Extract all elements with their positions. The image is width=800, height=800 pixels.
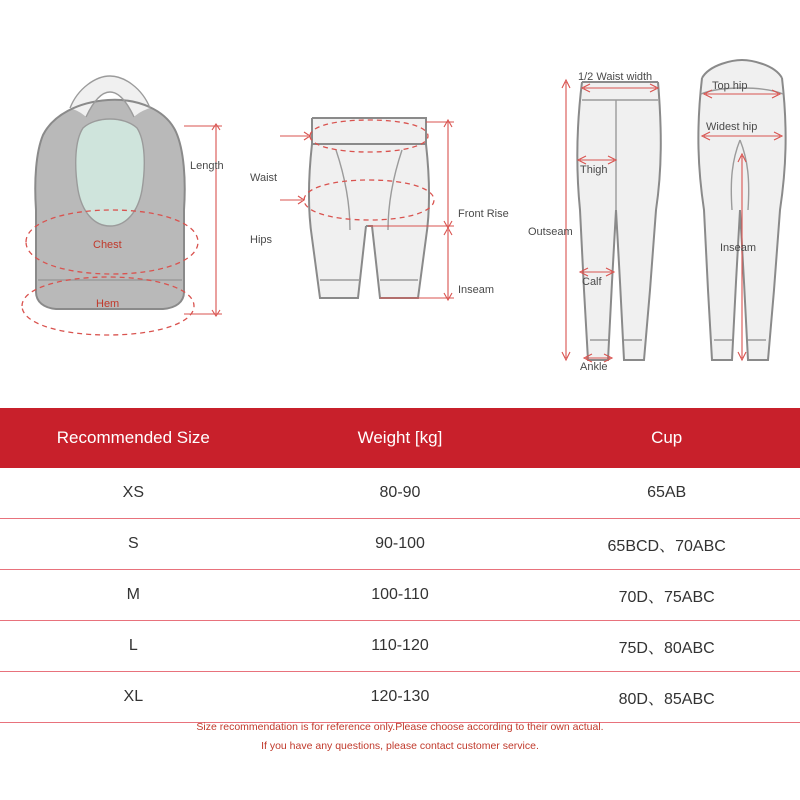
footnote-contact: If you have any questions, please contact customer service. (261, 740, 539, 752)
size-table (0, 408, 800, 723)
leggings-illustration (520, 20, 800, 390)
leggings-ankle-label: Ankle (580, 361, 608, 373)
footnote-disclaimer: Size recommendation is for reference only.Please choose according to their own actual. (196, 721, 604, 733)
cell-cup: 65AB (533, 468, 800, 519)
table-row (0, 621, 800, 672)
shorts-front-rise-label: Front Rise (458, 208, 509, 220)
leggings-calf-label: Calf (582, 276, 602, 288)
cell-cup: 80D、85ABC (533, 672, 800, 723)
cell-cup: 70D、75ABC (533, 570, 800, 621)
cell-weight: 100-110 (267, 570, 534, 621)
column-header-size: Recommended Size (0, 408, 267, 468)
table-row (0, 570, 800, 621)
leggings-widest-hip-label: Widest hip (706, 121, 758, 133)
shorts-illustration (250, 30, 500, 360)
leggings-inseam-label: Inseam (720, 242, 757, 254)
shorts-hips-label: Hips (250, 234, 273, 246)
column-header-weight: Weight [kg] (267, 408, 534, 468)
cell-size: S (0, 519, 267, 570)
cell-weight: 120-130 (267, 672, 534, 723)
leggings-thigh-label: Thigh (580, 164, 608, 176)
bra-chest-label: Chest (93, 239, 122, 251)
cell-size: M (0, 570, 267, 621)
size-table-body (0, 468, 800, 723)
shorts-measurement-diagram (250, 30, 509, 360)
table-row (0, 468, 800, 519)
cell-weight: 110-120 (267, 621, 534, 672)
cell-size: XL (0, 672, 267, 723)
leggings-measurement-diagram (520, 20, 800, 390)
size-table-header (0, 408, 800, 468)
leggings-half-waist-width-label: 1/2 Waist width (578, 71, 653, 83)
sports-bra-measurement-diagram (8, 30, 238, 360)
bra-illustration (8, 30, 238, 360)
shorts-inseam-label: Inseam (458, 284, 495, 296)
shorts-waist-label: Waist (250, 172, 278, 184)
bra-hem-label: Hem (96, 298, 120, 310)
cell-cup: 65BCD、70ABC (533, 519, 800, 570)
table-header-row (0, 408, 800, 468)
footnotes (0, 718, 800, 756)
cell-weight: 90-100 (267, 519, 534, 570)
cell-weight: 80-90 (267, 468, 534, 519)
cell-cup: 75D、80ABC (533, 621, 800, 672)
table-row (0, 672, 800, 723)
table-row (0, 519, 800, 570)
cell-size: L (0, 621, 267, 672)
bra-length-label: Length (190, 160, 224, 172)
leggings-outseam-label: Outseam (528, 226, 573, 238)
leggings-top-hip-label: Top hip (712, 80, 748, 92)
cell-size: XS (0, 468, 267, 519)
column-header-cup: Cup (533, 408, 800, 468)
